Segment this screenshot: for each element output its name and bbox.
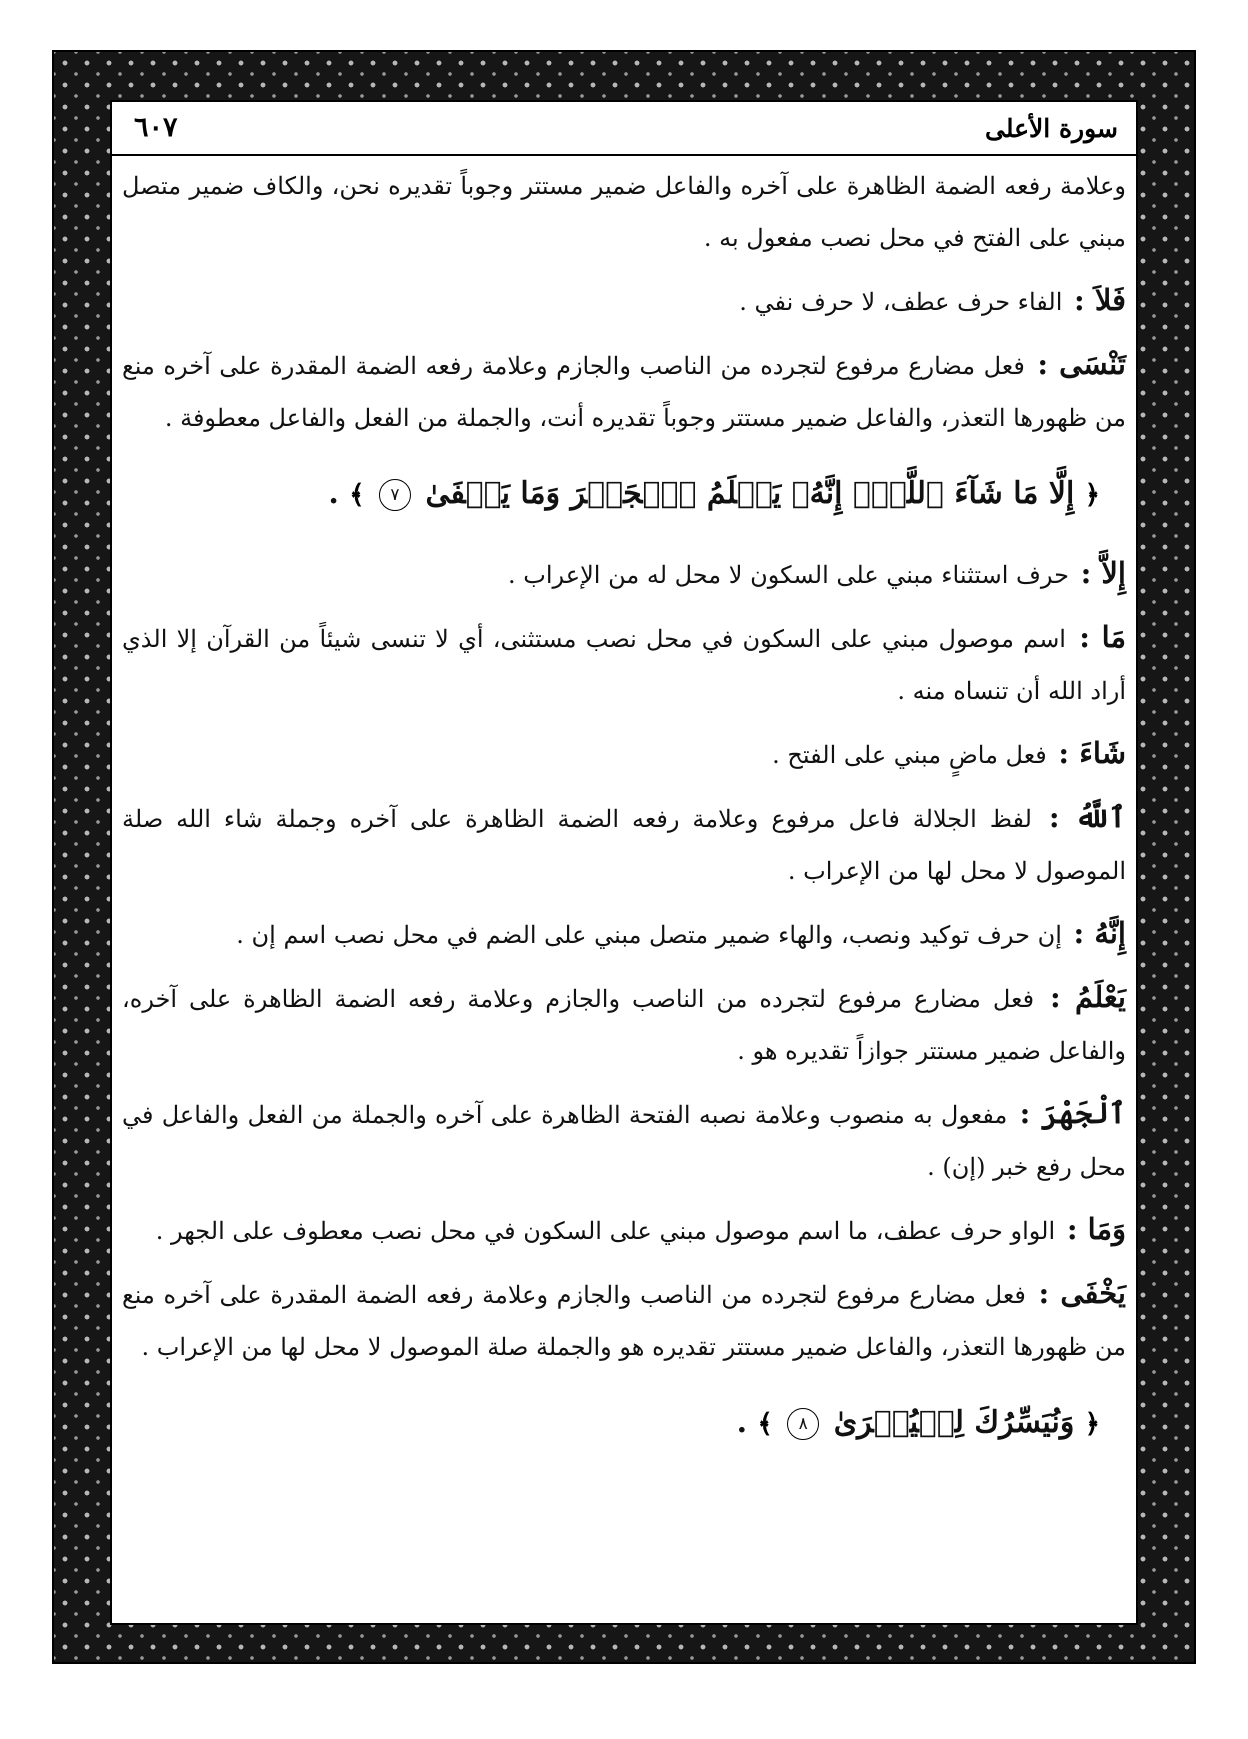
paragraph-text: وعلامة رفعه الضمة الظاهرة على آخره والفاعل ضمير مستتر وجوباً تقديره نحن، والكاف ضمير متصل مبني على الفتح في محل نصب مفعول به . (122, 172, 1126, 252)
verse-number: ٧ (379, 479, 411, 511)
paragraph-text: فعل ماضٍ مبني على الفتح . (772, 741, 1047, 769)
quran-verse (122, 468, 1100, 521)
verse-end-mark: . (736, 1405, 748, 1440)
grammar-term: إِنَّهُ : (1073, 916, 1126, 950)
paragraph (122, 274, 1126, 328)
verse-text: إِلَّا مَا شَآءَ ٱللَّهُۚ إِنَّهُۥ يَعۡلَمُ ٱلۡجَهۡرَ وَمَا يَخۡفَىٰ (425, 476, 1075, 511)
paragraph (122, 727, 1126, 781)
verse-open-bracket: ﴿ (1084, 1409, 1100, 1439)
page-content (122, 160, 1126, 1603)
grammar-term: تَنْسَى : (1037, 347, 1126, 381)
paragraph (122, 907, 1126, 961)
paragraph-text: إن حرف توكيد ونصب، والهاء ضمير متصل مبني على الضم في محل نصب اسم إن . (236, 921, 1062, 949)
paragraph-text: اسم موصول مبني على السكون في محل نصب مستثنى، أي لا تنسى شيئاً من القرآن إلا الذي أراد الله أن تنساه منه . (122, 625, 1126, 705)
paragraph (122, 791, 1126, 897)
verse-close-bracket: ﴾ (757, 1409, 773, 1439)
grammar-term: وَمَا : (1066, 1212, 1126, 1246)
paragraph (122, 971, 1126, 1077)
verse-close-bracket: ﴾ (349, 480, 365, 510)
quran-verse (122, 1397, 1100, 1450)
verse-text: وَنُيَسِّرُكَ لِلۡيُسۡرَىٰ (833, 1405, 1075, 1440)
verse-open-bracket: ﴿ (1084, 480, 1100, 510)
paragraph (122, 611, 1126, 717)
grammar-term: فَلاَ : (1074, 283, 1126, 317)
paragraph-text: لفظ الجلالة فاعل مرفوع وعلامة رفعه الضمة الظاهرة على آخره وجملة شاء الله صلة الموصول لا محل لها من الإعراب . (122, 805, 1126, 885)
grammar-term: يَعْلَمُ : (1049, 980, 1126, 1014)
verse-end-mark: . (328, 476, 339, 511)
page-number: ٦٠٧ (134, 112, 178, 143)
grammar-term: ٱللَّهُ : (1048, 800, 1127, 834)
verse-number: ٨ (787, 1408, 819, 1440)
paragraph (122, 547, 1126, 601)
paragraph-text: فعل مضارع مرفوع لتجرده من الناصب والجازم وعلامة رفعه الضمة المقدرة على آخره منع من ظهورها التعذر، والفاعل ضمير مستتر وجوباً تقديره أنت، والجملة من الفعل والفاعل معطوفة . (122, 352, 1126, 432)
grammar-term: يَخْفَى : (1038, 1276, 1126, 1310)
paragraph-text: الفاء حرف عطف، لا حرف نفي . (739, 288, 1063, 316)
grammar-term: شَاءَ : (1058, 736, 1126, 770)
paragraph (122, 1203, 1126, 1257)
paragraph-text: مفعول به منصوب وعلامة نصبه الفتحة الظاهرة على آخره والجملة من الفعل والفاعل في محل رفع خبر (إن) . (122, 1101, 1126, 1181)
grammar-term: مَا : (1079, 620, 1126, 654)
grammar-term: ٱلْجَهْرَ : (1019, 1096, 1126, 1130)
paragraph (122, 160, 1126, 264)
paragraph (122, 1087, 1126, 1193)
grammar-term: إِلاَّ : (1080, 556, 1126, 590)
paragraph-text: حرف استثناء مبني على السكون لا محل له من الإعراب . (508, 561, 1069, 589)
paragraph (122, 338, 1126, 444)
paragraph-text: الواو حرف عطف، ما اسم موصول مبني على السكون في محل نصب معطوف على الجهر . (155, 1217, 1056, 1245)
page (110, 100, 1138, 1625)
page-header (112, 102, 1136, 156)
paragraph (122, 1267, 1126, 1373)
paragraph-text: فعل مضارع مرفوع لتجرده من الناصب والجازم وعلامة رفعه الضمة الظاهرة على آخره، والفاعل ضمير مستتر جوازاً تقديره هو . (122, 985, 1126, 1065)
paragraph-text: فعل مضارع مرفوع لتجرده من الناصب والجازم وعلامة رفعه الضمة المقدرة على آخره منع من ظهورها التعذر، والفاعل ضمير مستتر تقديره هو والجملة صلة الموصول لا محل لها من الإعراب . (122, 1281, 1126, 1361)
surah-title: سورة الأعلى (985, 114, 1118, 143)
